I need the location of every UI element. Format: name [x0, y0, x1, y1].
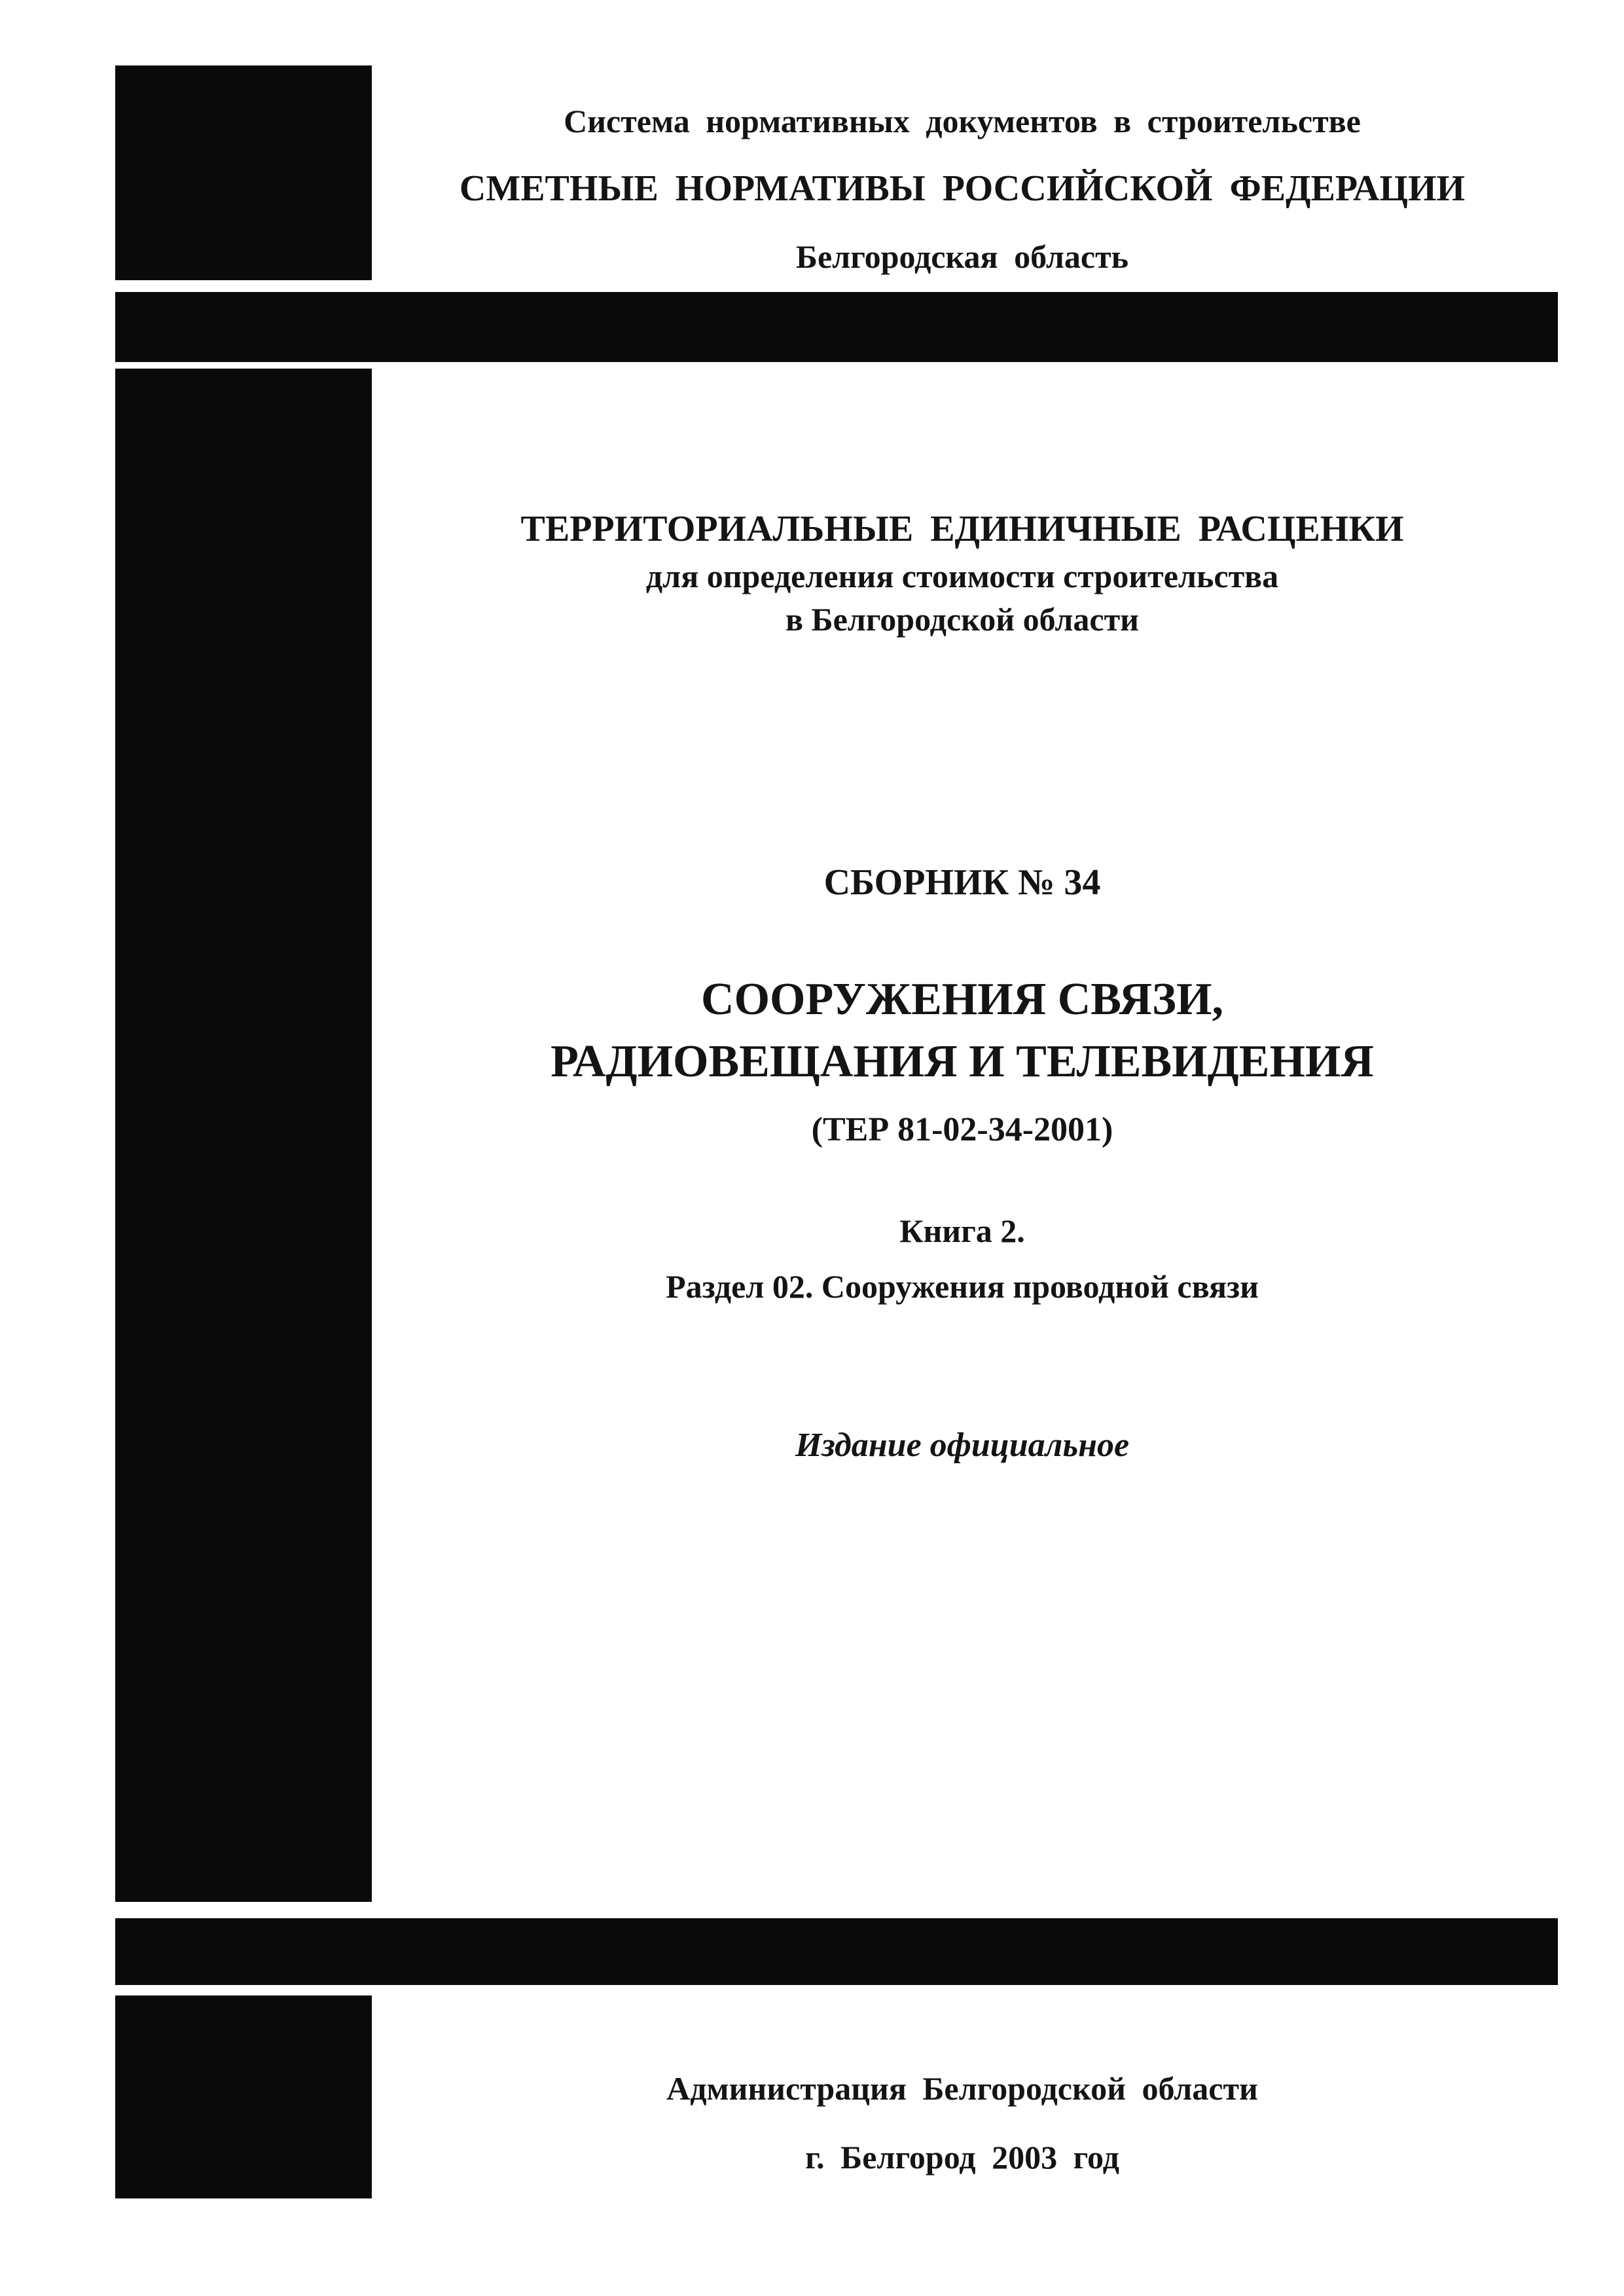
left-vertical-bar	[115, 369, 372, 1902]
top-left-black-block	[115, 65, 372, 280]
footer-publisher: Администрация Белгородской области	[666, 2070, 1258, 2107]
bottom-horizontal-bar	[115, 1918, 1558, 1985]
title-line2: для определения стоимости строительства	[645, 558, 1279, 594]
header-region: Белгородская область	[795, 238, 1129, 275]
collection-name-line1: СООРУЖЕНИЯ СВЯЗИ,	[701, 974, 1223, 1025]
header-norms: СМЕТНЫЕ НОРМАТИВЫ РОССИЙСКОЙ ФЕДЕРАЦИИ	[459, 168, 1466, 209]
collection-section: Раздел 02. Сооружения проводной связи	[666, 1268, 1259, 1305]
collection-name-line2: РАДИОВЕЩАНИЯ И ТЕЛЕВИДЕНИЯ	[550, 1036, 1374, 1087]
title-line1: ТЕРРИТОРИАЛЬНЫЕ ЕДИНИЧНЫЕ РАСЦЕНКИ	[520, 509, 1404, 549]
bottom-left-black-block	[115, 1995, 372, 2198]
header-system: Система нормативных документов в строительстве	[564, 103, 1361, 139]
footer-city-year: г. Белгород 2003 год	[805, 2139, 1119, 2176]
title-line3: в Белгородской области	[785, 601, 1139, 638]
top-horizontal-bar	[115, 292, 1558, 362]
collection-book: Книга 2.	[899, 1212, 1025, 1249]
collection-number: СБОРНИК № 34	[823, 862, 1101, 903]
collection-code: (ТЕР 81-02-34-2001)	[811, 1111, 1113, 1148]
edition-label: Издание официальное	[795, 1427, 1130, 1464]
